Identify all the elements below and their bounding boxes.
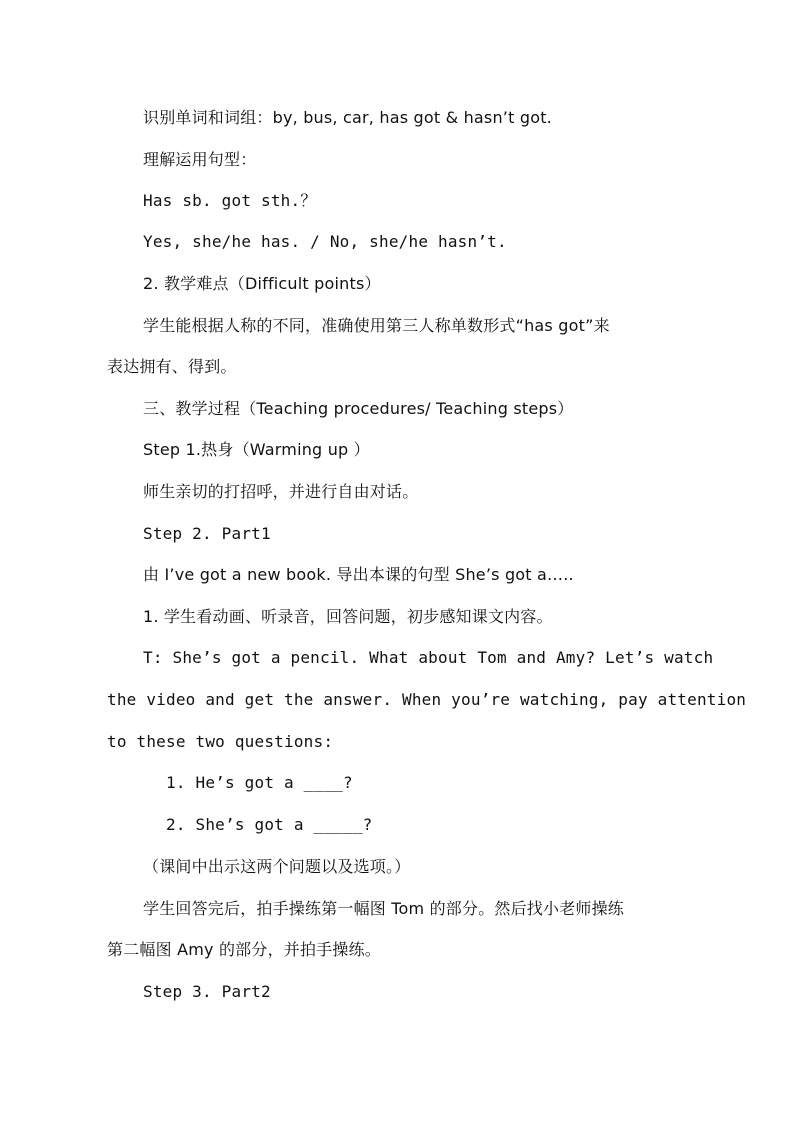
- text-line-practice-1: 学生回答完后，拍手操练第一幅图 Tom 的部分。然后找小老师操练: [143, 899, 625, 918]
- text-line-teaching-procedures-heading: 三、教学过程（Teaching procedures/ Teaching steps）: [143, 399, 574, 418]
- text-line-vocabulary: 识别单词和词组：by, bus, car, has got & hasn’t got.: [143, 108, 552, 127]
- text-line-note: （课间中出示这两个问题以及选项。）: [143, 857, 411, 876]
- text-line-step-2: Step 2. Part1: [143, 524, 271, 543]
- text-line-step-3: Step 3. Part2: [143, 982, 271, 1001]
- text-line-difficult-points-body-2: 表达拥有、得到。: [107, 357, 237, 376]
- text-line-difficult-points-body-1: 学生能根据人称的不同，准确使用第三人称单数形式“has got”来: [143, 316, 610, 335]
- text-line-question-2: 2. She’s got a _____?: [166, 815, 373, 834]
- text-line-greeting: 师生亲切的打招呼，并进行自由对话。: [143, 482, 419, 501]
- text-line-activity-1: 1. 学生看动画、听录音，回答问题，初步感知课文内容。: [143, 607, 553, 626]
- text-line-lead-in: 由 I’ve got a new book. 导出本课的句型 She’s got a…..: [143, 565, 574, 584]
- text-line-difficult-points-heading: 2. 教学难点（Difficult points）: [143, 274, 381, 293]
- text-line-question-1: 1. He’s got a ____?: [166, 773, 353, 792]
- text-line-sentence-patterns-heading: 理解运用句型：: [143, 150, 257, 169]
- text-line-teacher-prompt-3: to these two questions:: [107, 732, 334, 751]
- text-line-question-pattern: Has sb. got sth.？: [143, 191, 317, 210]
- text-line-teacher-prompt-2: the video and get the answer. When you’re watching, pay attention: [107, 690, 747, 709]
- text-line-answer-pattern: Yes, she/he has. / No, she/he hasn’t.: [143, 232, 507, 251]
- text-line-step-1: Step 1.热身（Warming up ）: [143, 440, 370, 459]
- text-line-practice-2: 第二幅图 Amy 的部分，并拍手操练。: [107, 940, 381, 959]
- text-line-teacher-prompt-1: T: She’s got a pencil. What about Tom and Amy? Let’s watch: [143, 648, 714, 667]
